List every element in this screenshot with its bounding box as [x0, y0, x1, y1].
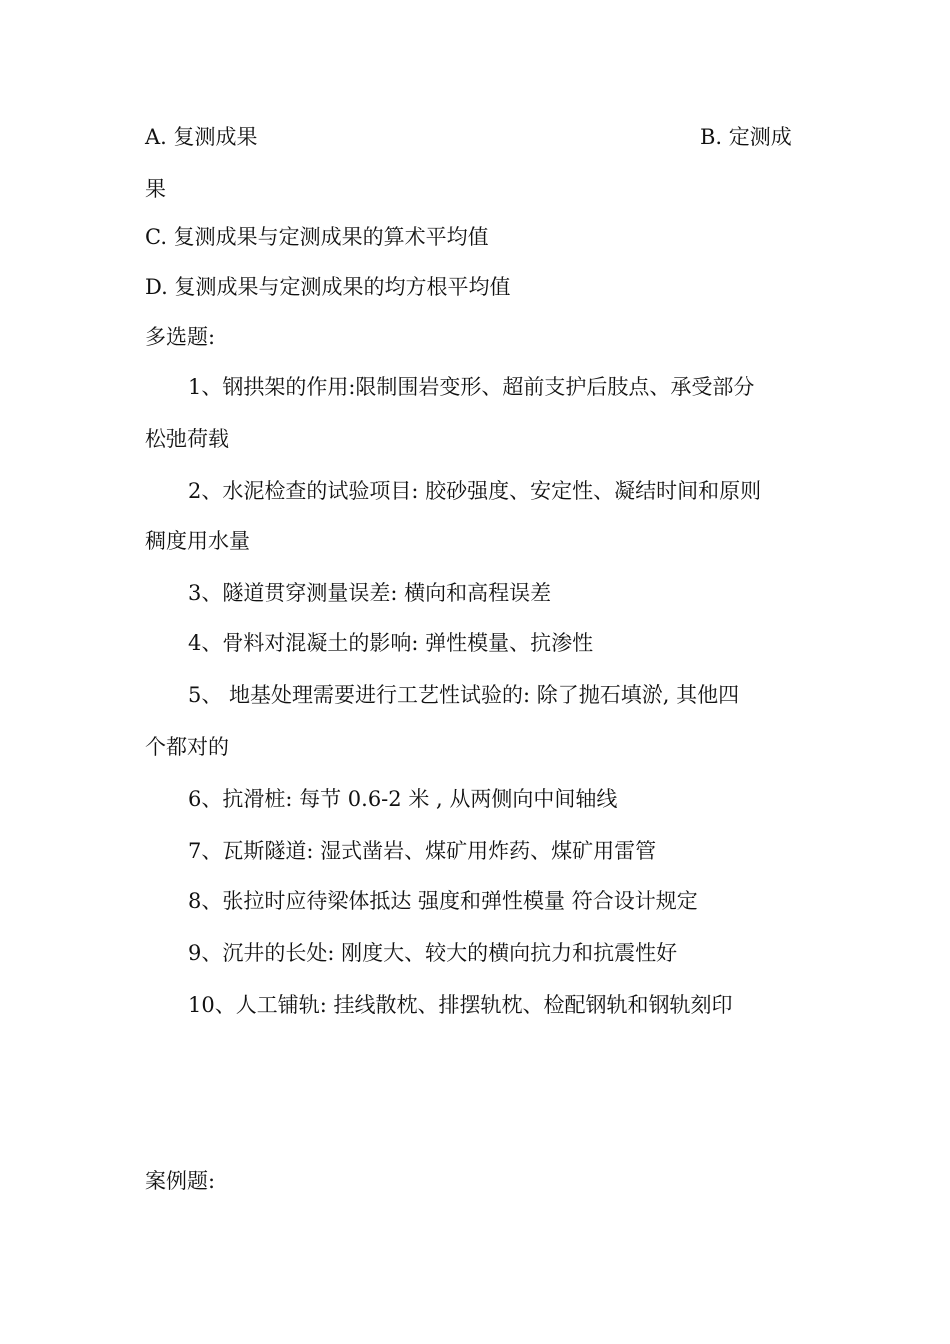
list-item-1-line-1: 1、钢拱架的作用:限制围岩变形、超前支护后肢点、承受部分 [188, 375, 755, 399]
list-item-5-line-1: 5、 地基处理需要进行工艺性试验的: 除了抛石填淤, 其他四 [188, 683, 740, 707]
list-item-2-line-1: 2、水泥检查的试验项目: 胶砂强度、安定性、凝结时间和原则 [188, 479, 762, 503]
list-item-8: 8、张拉时应待梁体抵达 强度和弹性模量 符合设计规定 [188, 889, 698, 913]
list-item-7: 7、瓦斯隧道: 湿式凿岩、煤矿用炸药、煤矿用雷管 [188, 839, 657, 863]
list-item-6: 6、抗滑桩: 每节 0.6-2 米 , 从两侧向中间轴线 [188, 787, 618, 811]
list-item-2-line-2: 稠度用水量 [145, 529, 250, 553]
list-item-4: 4、骨料对混凝土的影响: 弹性模量、抗渗性 [188, 631, 594, 655]
list-item-10: 10、人工铺轨: 挂线散枕、排摆轨枕、检配钢轨和钢轨刻印 [188, 993, 733, 1017]
list-item-1-line-2: 松弛荷载 [145, 427, 229, 451]
option-a: A. 复测成果 [145, 125, 258, 149]
list-item-5-line-2: 个都对的 [145, 735, 229, 759]
option-b: B. 定测成 [700, 125, 792, 149]
option-b-continued: 果 [145, 177, 166, 201]
multi-choice-heading: 多选题: [145, 325, 216, 349]
list-item-9: 9、沉井的长处: 刚度大、较大的横向抗力和抗震性好 [188, 941, 678, 965]
option-d: D. 复测成果与定测成果的均方根平均值 [145, 275, 511, 299]
case-study-heading: 案例题: [145, 1169, 216, 1193]
option-c: C. 复测成果与定测成果的算术平均值 [145, 225, 489, 249]
list-item-3: 3、隧道贯穿测量误差: 横向和高程误差 [188, 581, 552, 605]
